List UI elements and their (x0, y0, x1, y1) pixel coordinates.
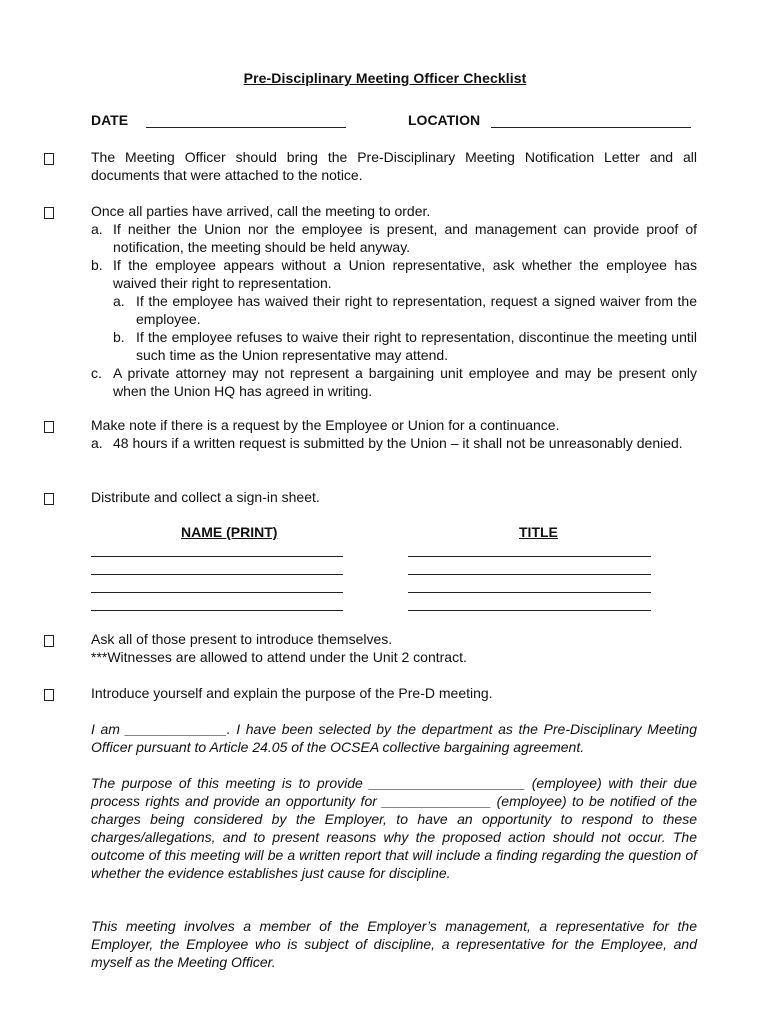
list-marker: b. (91, 257, 103, 273)
officer-intro-script: I am _____________. I have been selected by the department as the Pre-Disciplinary Meeting Officer pursuant to Article 24.05 of the OCSEA collective bargaining agreement. (91, 721, 697, 755)
date-field-line[interactable] (146, 127, 346, 128)
item-2-text: Once all parties have arrived, call the meeting to order. (91, 203, 431, 219)
checkbox-icon[interactable] (44, 493, 54, 505)
item-2-sublist (91, 220, 697, 400)
location-field-line[interactable] (491, 127, 691, 128)
item-4-text: Distribute and collect a sign-in sheet. (91, 489, 320, 505)
checkbox-icon[interactable] (44, 421, 54, 433)
list-marker: a. (91, 435, 103, 451)
list-marker: b. (113, 329, 125, 345)
item-6-text: Introduce yourself and explain the purpose of the Pre-D meeting. (91, 685, 493, 701)
title-line[interactable] (408, 610, 651, 611)
list-item-text: If neither the Union nor the employee is present, and management can provide proof of notification, the meeting should be held anyway. (113, 221, 697, 255)
list-item-text: If the employee has waived their right to representation, request a signed waiver from the employee. (136, 293, 697, 327)
item-2b-sublist (113, 292, 697, 364)
meeting-purpose-script: The purpose of this meeting is to provide ____________________ (employee) with their due process rights and provide an opportunity for ______________ (employee) to be notified of the charges being considered by the Employer, to have an opportunity to respond to these charges/allegations, and to present reasons why the proposed action should not occur. The outcome of this meeting will be a written report that will include a finding regarding the question of whether the evidence establishes just cause for discipline. (91, 775, 697, 881)
list-item-text: A private attorney may not represent a bargaining unit employee and may be present only when the Union HQ has agreed in writing. (113, 365, 697, 399)
list-marker: a. (113, 293, 125, 309)
title-line[interactable] (408, 592, 651, 593)
title-line[interactable] (408, 574, 651, 575)
checkbox-icon[interactable] (44, 635, 54, 647)
checklist-item-3 (91, 416, 697, 452)
name-line[interactable] (91, 556, 343, 557)
title-header: TITLE (519, 524, 558, 540)
witness-note: ***Witnesses are allowed to attend under the Unit 2 contract. (91, 649, 467, 665)
checklist-item-2 (91, 202, 697, 400)
name-line[interactable] (91, 592, 343, 593)
checklist-item-4 (91, 488, 697, 506)
checklist-item-6 (91, 684, 697, 702)
name-line[interactable] (91, 610, 343, 611)
item-3-text: Make note if there is a request by the Employee or Union for a continuance. (91, 417, 560, 433)
checklist-item-5 (91, 630, 697, 666)
list-item (113, 292, 697, 328)
list-item-text: If the employee refuses to waive their right to representation, discontinue the meeting until such time as the Union representative may attend. (136, 329, 697, 363)
title-line[interactable] (408, 556, 651, 557)
checkbox-icon[interactable] (44, 153, 54, 165)
checklist-item-1 (91, 148, 697, 184)
list-marker: a. (91, 221, 103, 237)
list-item (91, 364, 697, 400)
list-item (91, 434, 697, 452)
date-label: DATE (91, 112, 129, 128)
checkbox-icon[interactable] (44, 207, 54, 219)
item-5-text: Ask all of those present to introduce themselves. (91, 631, 393, 647)
meeting-participants-script: This meeting involves a member of the Employer’s management, a representative for the Employer, the Employee who is subject of discipline, a representative for the Employee, and myself as the Meeting Officer. (91, 918, 697, 970)
list-item (91, 256, 697, 364)
item-1-text: The Meeting Officer should bring the Pre-Disciplinary Meeting Notification Letter and all documents that were attached to the notice. (91, 149, 697, 183)
list-item (91, 220, 697, 256)
list-item (113, 328, 697, 364)
location-label: LOCATION (408, 112, 481, 128)
list-item-text: If the employee appears without a Union representative, ask whether the employee has waived their right to representation. (113, 257, 697, 291)
item-3-sublist (91, 434, 697, 452)
list-item-text: 48 hours if a written request is submitted by the Union – it shall not be unreasonably denied. (113, 435, 683, 451)
list-marker: c. (91, 365, 102, 381)
name-line[interactable] (91, 574, 343, 575)
checkbox-icon[interactable] (44, 689, 54, 701)
document-title: Pre-Disciplinary Meeting Officer Checklist (243, 70, 527, 86)
name-print-header: NAME (PRINT) (181, 524, 278, 540)
